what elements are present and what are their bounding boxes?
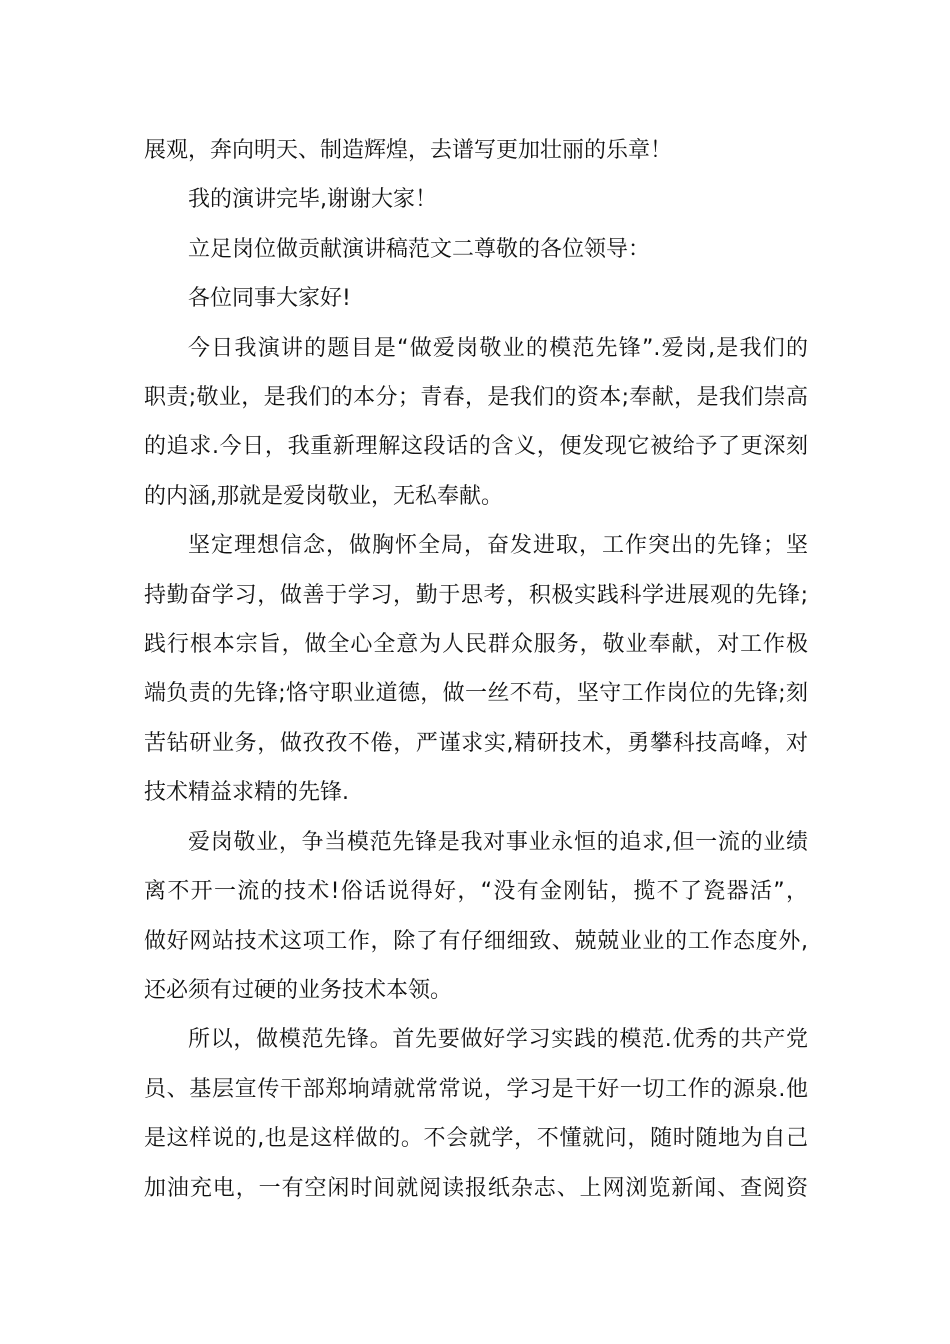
document-body (144, 126, 808, 1213)
text-line: 做好网站技术这项工作，除了有仔细细致、兢兢业业的工作态度外, (144, 928, 808, 954)
text-line: 展观，奔向明天、制造辉煌，去谱写更加壮丽的乐章！ (144, 138, 673, 163)
text-line: 的追求.今日，我重新理解这段话的含义，便发现它被给予了更深刻 (144, 434, 808, 460)
paragraph (144, 521, 808, 817)
text-line: 立足岗位做贡献演讲稿范文二尊敬的各位领导： (188, 236, 651, 262)
paragraph (144, 225, 808, 274)
text-line: 所以，做模范先锋。首先要做好学习实践的模范.优秀的共产党 (188, 1027, 808, 1053)
text-line: 持勤奋学习，做善于学习，勤于思考，积极实践科学进展观的先锋; (144, 582, 808, 608)
text-line: 加油充电，一有空闲时间就阅读报纸杂志、上网浏览新闻、查阅资 (144, 1175, 808, 1201)
text-line: 的内涵,那就是爱岗敬业，无私奉献。 (144, 483, 503, 509)
text-line: 今日我演讲的题目是“做爱岗敬业的模范先锋”.爱岗,是我们的 (188, 335, 808, 361)
text-line: 职责;敬业，是我们的本分；青春，是我们的资本;奉献，是我们崇高 (144, 385, 808, 411)
text-line: 端负责的先锋;恪守职业道德，做一丝不苟，坚守工作岗位的先锋;刻 (144, 681, 808, 707)
text-line: 还必须有过硬的业务技术本领。 (144, 977, 453, 1003)
paragraph (144, 324, 808, 522)
text-line: 是这样说的,也是这样做的。不会就学，不懂就问，随时随地为自己 (144, 1126, 808, 1152)
text-line: 苦钻研业务，做孜孜不倦，严谨求实,精研技术，勇攀科技高峰，对 (144, 730, 808, 756)
text-line: 爱岗敬业，争当模范先锋是我对事业永恒的追求,但一流的业绩 (188, 829, 808, 855)
paragraph (144, 126, 808, 175)
paragraph (144, 1015, 808, 1213)
text-line: 员、基层宣传干部郑垧靖就常常说，学习是干好一切工作的源泉.他 (144, 1076, 808, 1102)
text-line: 践行根本宗旨，做全心全意为人民群众服务，敬业奉献，对工作极 (144, 632, 808, 658)
paragraph (144, 175, 808, 224)
text-line: 离不开一流的技术!俗话说得好，“没有金刚钻，揽不了瓷器活”， (144, 879, 808, 905)
text-line: 坚定理想信念，做胸怀全局，奋发进取，工作突出的先锋；坚 (188, 533, 808, 559)
text-line: 各位同事大家好! (188, 286, 351, 312)
paragraph (144, 274, 808, 323)
text-line: 我的演讲完毕,谢谢大家！ (188, 187, 437, 213)
paragraph (144, 818, 808, 1016)
text-line: 技术精益求精的先锋. (144, 780, 349, 806)
